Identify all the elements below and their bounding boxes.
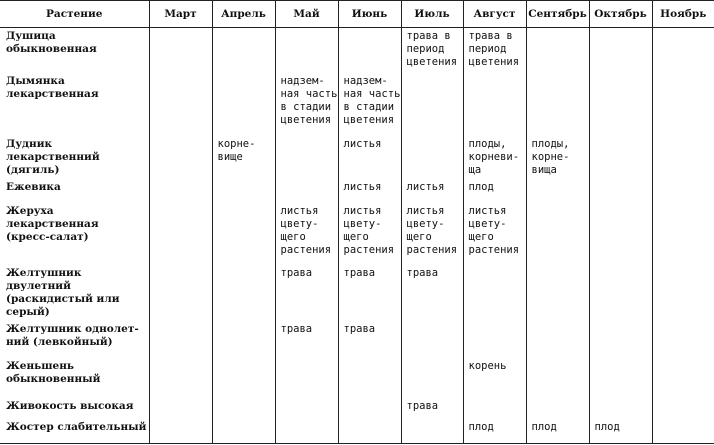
harvest-cell: [463, 265, 526, 321]
harvest-cell: [526, 358, 589, 398]
harvest-cell: плод: [463, 419, 526, 444]
harvest-cell: [401, 73, 463, 136]
plant-name-cell: Дымянка лекарственная: [6, 74, 99, 100]
harvest-cell: трава: [401, 265, 463, 321]
harvest-cell: [652, 203, 714, 265]
column-header-april: Апрель: [212, 1, 275, 28]
harvest-cell: плоды, корневи- ща: [463, 136, 526, 179]
harvest-cell: корень: [463, 358, 526, 398]
harvest-cell: [652, 179, 714, 203]
harvest-cell: [275, 398, 338, 419]
column-header-march: Март: [149, 1, 212, 28]
column-header-june: Июнь: [338, 1, 401, 28]
harvest-cell: [652, 358, 714, 398]
harvest-cell: листья цвету- щего растения: [338, 203, 401, 265]
harvest-cell: плод: [463, 179, 526, 203]
harvest-cell: [652, 28, 714, 73]
harvest-cell: [526, 179, 589, 203]
harvest-cell: [526, 265, 589, 321]
harvest-cell: [212, 179, 275, 203]
table-row: [0, 203, 714, 265]
harvest-cell: [212, 73, 275, 136]
harvest-cell: [149, 398, 212, 419]
column-header-may: Май: [275, 1, 338, 28]
harvest-cell: [149, 28, 212, 73]
harvest-cell: листья цвету- щего растения: [463, 203, 526, 265]
harvest-cell: [275, 28, 338, 73]
harvest-cell: [652, 419, 714, 444]
table-row: [0, 265, 714, 321]
plant-name-cell: Желтушник однолет- ний (левкойный): [6, 322, 139, 348]
harvest-cell: надзем- ная часть в стадии цветения: [338, 73, 401, 136]
harvest-cell: [652, 265, 714, 321]
column-header-october: Октябрь: [589, 1, 652, 28]
column-header-september: Сентябрь: [526, 1, 589, 28]
table-row: [0, 28, 714, 73]
harvest-cell: [338, 358, 401, 398]
harvest-cell: [338, 419, 401, 444]
table-row: [0, 321, 714, 358]
harvest-cell: [149, 265, 212, 321]
harvest-cell: [589, 73, 652, 136]
harvest-cell: [212, 203, 275, 265]
plant-name-cell: Душица обыкновенная: [6, 30, 97, 55]
harvest-cell: листья цвету- щего растения: [401, 203, 463, 265]
harvest-cell: [149, 73, 212, 136]
harvest-cell: [652, 136, 714, 179]
harvest-cell: [149, 358, 212, 398]
plant-name-cell: Ежевика: [6, 180, 61, 193]
harvest-cell: [526, 321, 589, 358]
harvest-cell: листья цвету- щего растения: [275, 203, 338, 265]
harvest-cell: трава: [275, 265, 338, 321]
harvest-cell: листья: [338, 179, 401, 203]
harvest-cell: [463, 73, 526, 136]
harvest-cell: трава: [338, 321, 401, 358]
harvest-cell: [149, 321, 212, 358]
plant-name-cell: Жостер слабительный: [0, 419, 149, 444]
table-row: [0, 136, 714, 179]
harvest-cell: [401, 321, 463, 358]
harvest-cell: [149, 419, 212, 444]
harvest-cell: [589, 203, 652, 265]
harvest-cell: [275, 358, 338, 398]
harvest-cell: [589, 265, 652, 321]
harvest-cell: трава: [275, 321, 338, 358]
harvest-cell: [212, 419, 275, 444]
plant-name-cell: Жеруха лекарственная (кресс-салат): [6, 204, 99, 243]
table-header-row: [0, 1, 714, 28]
harvest-cell: [212, 265, 275, 321]
harvest-cell: [212, 28, 275, 73]
column-header-november: Ноябрь: [652, 1, 714, 28]
harvest-cell: [463, 398, 526, 419]
harvest-cell: [463, 321, 526, 358]
table-body: [0, 28, 714, 444]
harvest-cell: [338, 28, 401, 73]
harvest-cell: [401, 419, 463, 444]
harvest-cell: [589, 136, 652, 179]
harvest-cell: трава в период цветения: [401, 28, 463, 73]
harvest-cell: [149, 203, 212, 265]
harvest-cell: [212, 321, 275, 358]
harvest-cell: [652, 321, 714, 358]
table-row: [0, 73, 714, 136]
harvest-cell: плод: [526, 419, 589, 444]
harvest-cell: [149, 179, 212, 203]
harvest-cell: [589, 179, 652, 203]
harvest-cell: [275, 136, 338, 179]
column-header-july: Июль: [401, 1, 463, 28]
harvest-cell: [149, 136, 212, 179]
harvest-cell: [526, 203, 589, 265]
harvest-cell: надзем- ная часть в стадии цветения: [275, 73, 338, 136]
plant-name-cell: Дудник лекарственний (дягиль): [6, 137, 100, 176]
harvest-cell: [526, 73, 589, 136]
harvest-cell: трава: [338, 265, 401, 321]
column-header-plant: Растение: [0, 1, 149, 28]
harvest-cell: трава в период цветения: [463, 28, 526, 73]
harvest-cell: [652, 73, 714, 136]
harvest-cell: [275, 179, 338, 203]
harvest-cell: [212, 358, 275, 398]
column-header-august: Август: [463, 1, 526, 28]
harvest-cell: листья: [401, 179, 463, 203]
table-row: [0, 398, 714, 419]
harvest-cell: [652, 398, 714, 419]
harvest-cell: [401, 136, 463, 179]
harvest-cell: листья: [338, 136, 401, 179]
harvest-cell: плод: [589, 419, 652, 444]
harvest-cell: плоды, корне- вища: [526, 136, 589, 179]
harvest-cell: [589, 398, 652, 419]
table-row: [0, 179, 714, 203]
harvest-cell: [526, 28, 589, 73]
harvest-cell: [401, 358, 463, 398]
harvest-cell: [589, 28, 652, 73]
harvest-cell: корне- вище: [212, 136, 275, 179]
table-row: [0, 358, 714, 398]
harvest-cell: [589, 358, 652, 398]
plant-name-cell: Женьшень обыкновенный: [6, 359, 101, 385]
harvest-cell: [275, 419, 338, 444]
harvest-cell: трава: [401, 398, 463, 419]
plant-name-cell: Желтушник двулетний (раскидистый или серый): [6, 266, 120, 318]
harvest-cell: [338, 398, 401, 419]
harvest-cell: [589, 321, 652, 358]
harvest-cell: [526, 398, 589, 419]
harvest-cell: [212, 398, 275, 419]
table-row: [0, 419, 714, 444]
plant-name-cell: Живокость высокая: [6, 399, 134, 412]
